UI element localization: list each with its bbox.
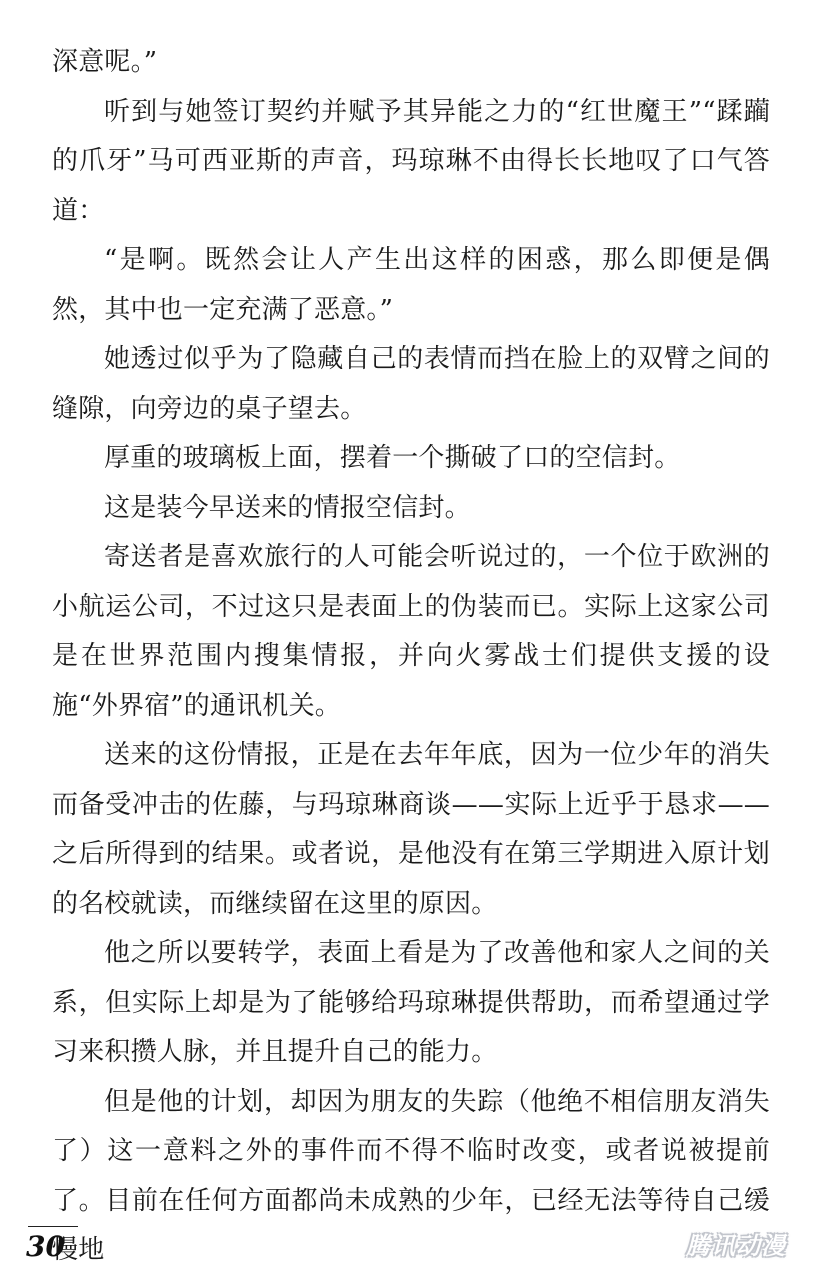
watermark-text: 腾讯动漫 [686, 1231, 786, 1260]
paragraph: 这是装今早送来的情报空信封。 [104, 492, 471, 523]
paragraph: 深意呢。” [52, 47, 158, 77]
watermark-logo [676, 1224, 796, 1262]
page-body [52, 38, 770, 1276]
paragraph: 厚重的玻璃板上面，摆着一个撕破了口的空信封。 [104, 443, 681, 473]
paragraph: 寄送者是喜欢旅行的人可能会听说过的，一个位于欧洲的小航运公司，不过这只是表面上的伪装而已。实际上这家公司是在世界范围内搜集情报，并向火雾战士们提供支援的设施“外界宿”的通讯机关。 [52, 542, 770, 721]
paragraph: 但是他的计划，却因为朋友的失踪（他绝不相信朋友消失了）这一意料之外的事件而不得不临时改变，或者说被提前了。目前在任何方面都尚未成熟的少年，已经无法等待自己缓慢地 [52, 1086, 770, 1265]
paragraph: 她透过似乎为了隐藏自己的表情而挡在脸上的双臂之间的缝隙，向旁边的桌子望去。 [52, 344, 770, 424]
page-number: 30 [26, 1230, 65, 1263]
paragraph: 送来的这份情报，正是在去年年底，因为一位少年的消失而备受冲击的佐藤，与玛琼琳商谈——实际上近乎于恳求——之后所得到的结果。或者说，是他没有在第三学期进入原计划的名校就读，而继续留在这里的原因。 [52, 740, 770, 919]
paragraph: 听到与她签订契约并赋予其异能之力的“红世魔王”“蹂躏的爪牙”马可西亚斯的声音，玛琼琳不由得长长地叹了口气答道： [52, 96, 770, 226]
footer-divider [28, 1226, 78, 1227]
paragraph: “是啊。既然会让人产生出这样的困惑，那么即便是偶然，其中也一定充满了恶意。” [52, 245, 770, 325]
paragraph: 他之所以要转学，表面上看是为了改善他和家人之间的关系，但实际上却是为了能够给玛琼琳提供帮助，而希望通过学习来积攒人脉，并且提升自己的能力。 [52, 938, 770, 1067]
